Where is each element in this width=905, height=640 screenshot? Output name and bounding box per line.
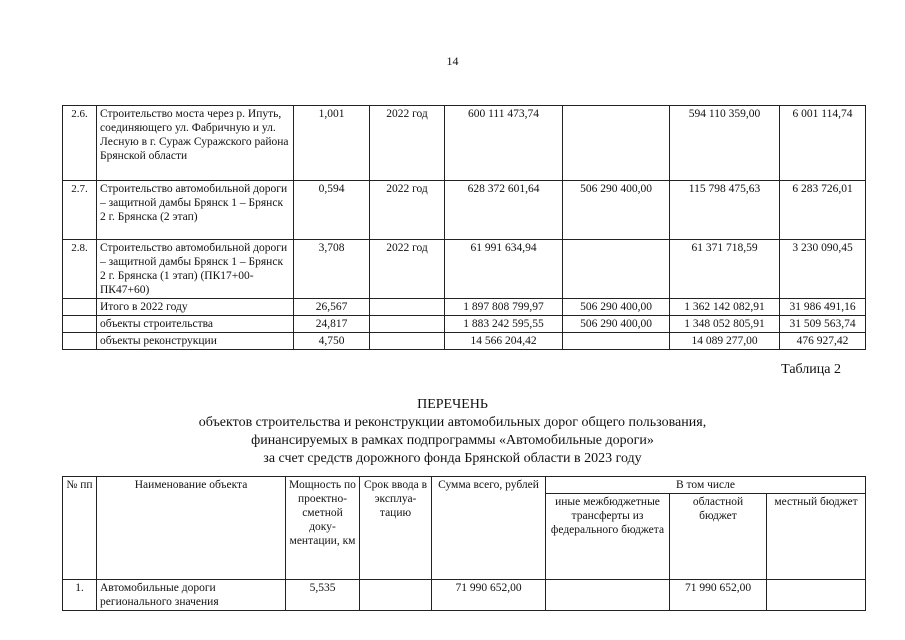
header-including: В том числе — [546, 477, 866, 494]
table-caption: Таблица 2 — [781, 362, 841, 377]
interbudget-cell: 506 290 400,00 — [563, 299, 670, 316]
header-row — [63, 477, 866, 494]
page-number: 14 — [446, 54, 459, 68]
local-cell: 476 927,42 — [780, 333, 866, 350]
list-heading — [0, 396, 905, 468]
heading-line: за счет средств дорожного фонда Брянской области в 2023 году — [263, 451, 642, 466]
capacity-cell: 4,750 — [294, 333, 370, 350]
year-cell: 2022 год — [370, 181, 445, 240]
object-name: Строительство моста через р. Ипуть, соединяющего ул. Фабричную и ул. Лесную в г. Сураж Суражского района Брянской области — [97, 106, 294, 181]
regional-cell: 594 110 359,00 — [670, 106, 780, 181]
table-2023 — [62, 476, 866, 611]
empty-cell — [63, 333, 97, 350]
year-cell: 2022 год — [370, 240, 445, 299]
interbudget-cell — [563, 240, 670, 299]
empty-cell — [63, 299, 97, 316]
total-cell: 600 111 473,74 — [445, 106, 563, 181]
object-name: Строительство автомобильной дороги – защитной дамбы Брянск 1 – Брянск 2 г. Брянска (1 этап) (ПК17+00-ПК47+60) — [97, 240, 294, 299]
regional-cell: 1 348 052 805,91 — [670, 316, 780, 333]
local-cell: 31 509 563,74 — [780, 316, 866, 333]
interbudget-cell — [563, 333, 670, 350]
regional-cell: 115 798 475,63 — [670, 181, 780, 240]
capacity-cell: 24,817 — [294, 316, 370, 333]
regional-cell: 71 990 652,00 — [670, 580, 767, 611]
capacity-cell: 3,708 — [294, 240, 370, 299]
totals-label: объекты строительства — [97, 316, 294, 333]
object-name: Автомобильные дороги регионального значения — [97, 580, 286, 611]
row-number: 2.8. — [63, 240, 97, 299]
header-regional: областной бюджет — [670, 494, 767, 580]
total-cell: 61 991 634,94 — [445, 240, 563, 299]
header-date: Срок ввода в эксплуа-тацию — [360, 477, 432, 580]
year-cell: 2022 год — [370, 106, 445, 181]
heading-line: финансируемых в рамках подпрограммы «Автомобильные дороги» — [251, 433, 654, 448]
totals-label: Итого в 2022 году — [97, 299, 294, 316]
table-2022 — [62, 105, 866, 350]
capacity-cell: 1,001 — [294, 106, 370, 181]
local-cell: 31 986 491,16 — [780, 299, 866, 316]
table-row — [63, 580, 866, 611]
local-cell: 3 230 090,45 — [780, 240, 866, 299]
regional-cell: 1 362 142 082,91 — [670, 299, 780, 316]
header-name: Наименование объекта — [97, 477, 286, 580]
header-num: № пп — [63, 477, 97, 580]
totals-row — [63, 333, 866, 350]
header-total: Сумма всего, рублей — [432, 477, 546, 580]
year-cell — [360, 580, 432, 611]
local-cell: 6 001 114,74 — [780, 106, 866, 181]
header-local: местный бюджет — [767, 494, 866, 580]
local-cell — [767, 580, 866, 611]
total-cell: 628 372 601,64 — [445, 181, 563, 240]
capacity-cell: 26,567 — [294, 299, 370, 316]
empty-cell — [63, 316, 97, 333]
heading-line: объектов строительства и реконструкции автомобильных дорог общего пользования, — [198, 415, 707, 430]
capacity-cell: 0,594 — [294, 181, 370, 240]
totals-row — [63, 316, 866, 333]
totals-label: объекты реконструкции — [97, 333, 294, 350]
regional-cell: 61 371 718,59 — [670, 240, 780, 299]
interbudget-cell — [546, 580, 670, 611]
empty-cell — [370, 333, 445, 350]
empty-cell — [370, 316, 445, 333]
total-cell: 1 897 808 799,97 — [445, 299, 563, 316]
empty-cell — [370, 299, 445, 316]
interbudget-cell: 506 290 400,00 — [563, 181, 670, 240]
total-cell: 14 566 204,42 — [445, 333, 563, 350]
heading-title: ПЕРЕЧЕНЬ — [417, 397, 488, 412]
regional-cell: 14 089 277,00 — [670, 333, 780, 350]
row-number: 2.6. — [63, 106, 97, 181]
capacity-cell: 5,535 — [286, 580, 360, 611]
totals-row — [63, 299, 866, 316]
local-cell: 6 283 726,01 — [780, 181, 866, 240]
interbudget-cell — [563, 106, 670, 181]
header-capacity: Мощность по проектно-сметной доку-ментации, км — [286, 477, 360, 580]
row-number: 1. — [63, 580, 97, 611]
object-name: Строительство автомобильной дороги – защитной дамбы Брянск 1 – Брянск 2 г. Брянска (2 этап) — [97, 181, 294, 240]
table-row — [63, 240, 866, 299]
table-row — [63, 181, 866, 240]
table-row — [63, 106, 866, 181]
total-cell: 71 990 652,00 — [432, 580, 546, 611]
total-cell: 1 883 242 595,55 — [445, 316, 563, 333]
row-number: 2.7. — [63, 181, 97, 240]
interbudget-cell: 506 290 400,00 — [563, 316, 670, 333]
header-interbudget: иные межбюджетные трансферты из федерального бюджета — [546, 494, 670, 580]
